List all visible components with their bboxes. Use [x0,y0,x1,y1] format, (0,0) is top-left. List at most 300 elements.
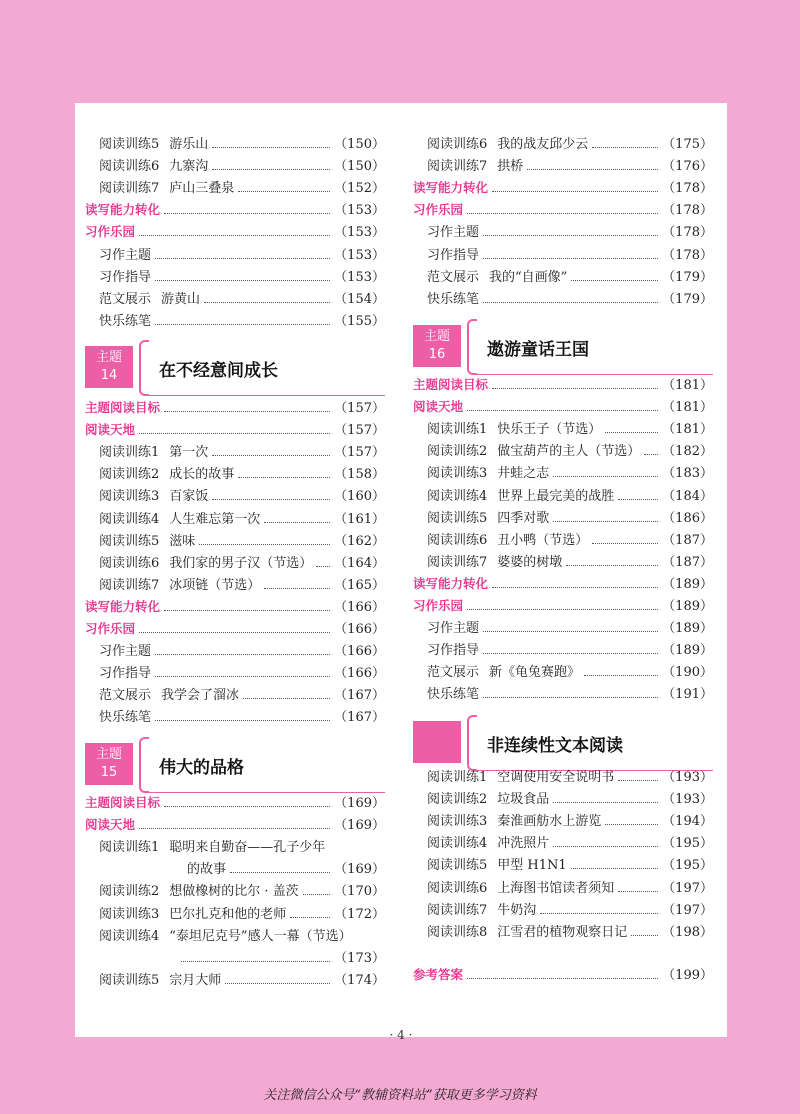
theme-badge-number: 14 [100,368,118,383]
toc-entry-title: 宗月大师 [169,972,222,988]
toc-entry-title: 做宝葫芦的主人（节选） [497,444,641,460]
toc-entry-page: （166） [334,599,385,615]
toc-entry-title: 我学会了溜冰 [161,688,240,704]
toc-entry-page: （166） [334,644,385,660]
toc-leader-dots [212,146,330,148]
theme-bracket [139,340,149,396]
toc-entry [413,573,713,593]
toc-leader-dots [467,977,658,979]
toc-leader-dots [584,674,658,676]
toc-entry-title: 巴尔扎克和他的老师 [169,906,287,922]
toc-entry-title: 丑小鸭（节选） [497,532,589,548]
toc-entry-label: 习作指导 [99,666,152,682]
theme-title: 在不经意间成长 [159,361,278,381]
toc-entry-title: 九寨沟 [169,159,209,175]
toc-entry-page: （155） [334,313,385,329]
toc-entry-title: 我们家的男子汉（节选） [169,555,313,571]
toc-entry-label: 阅读训练2 [427,444,488,460]
toc-entry-label: 习作主题 [427,621,480,637]
toc-entry [85,397,385,417]
toc-entry [85,814,385,834]
toc-entry [85,706,385,726]
toc-entry [413,810,713,830]
toc-entry-label: 习作主题 [99,644,152,660]
toc-entry-page: （153） [334,203,385,219]
toc-entry-page: （173） [334,950,385,966]
toc-leader-dots [527,168,658,170]
toc-entry [85,266,385,286]
toc-entry [85,530,385,550]
toc-entry-label: 习作乐园 [85,621,136,636]
toc-entry [85,155,385,175]
toc-entry-page: （189） [662,576,713,592]
toc-entry [413,244,713,264]
toc-entry-label: 阅读训练1 [99,445,160,461]
toc-entry-page: （150） [334,137,385,152]
toc-entry-label: 阅读天地 [85,422,136,438]
toc-entry-label: 阅读训练7 [427,902,488,918]
toc-entry [85,574,385,594]
toc-entry-page: （189） [662,643,713,659]
toc-leader-dots [553,520,658,522]
toc-leader-dots [212,454,330,456]
toc-entry [85,903,385,923]
toc-entry [85,925,385,945]
toc-entry-label: 范文展示 [427,665,480,681]
toc-entry-page: （189） [662,621,713,637]
theme-header [85,743,385,787]
toc-leader-dots [618,779,658,781]
toc-entry [85,441,385,461]
toc-leader-dots [483,257,658,259]
toc-entry-label: 阅读训练1 [99,840,160,856]
toc-entry [85,244,385,264]
toc-entry-page: （193） [662,792,713,808]
toc-entry [413,551,713,571]
toc-entry-title: 快乐王子（节选） [497,422,602,438]
toc-entry-title: 江雪君的植物观察日记 [497,924,628,940]
toc-entry-label: 快乐练笔 [99,710,152,726]
toc-leader-dots [483,652,658,654]
toc-leader-dots [644,453,658,455]
toc-entry [85,419,385,439]
toc-entry-label: 阅读训练4 [99,928,160,944]
toc-leader-dots [164,805,330,807]
toc-entry [413,854,713,874]
toc-entry-page: （169） [334,818,385,834]
toc-entry-page: （195） [662,858,713,874]
theme-header [413,325,713,369]
toc-leader-dots [483,630,658,632]
toc-entry [413,418,713,438]
toc-leader-dots [467,212,658,214]
toc-leader-dots [212,168,330,170]
toc-entry-page: （178） [662,247,713,263]
toc-entry [413,462,713,482]
theme-badge-label: 主题 [95,350,122,365]
toc-entry-page: （158） [334,467,385,483]
toc-entry-title: 庐山三叠泉 [169,181,235,197]
toc-entry-page: （167） [334,688,385,704]
toc-entry-label: 读写能力转化 [413,180,489,196]
toc-entry-page: （165） [334,577,385,593]
toc-leader-dots [164,609,330,611]
toc-entry [413,595,713,615]
theme-header [413,721,713,765]
toc-entry [413,877,713,897]
toc-entry-page: （187） [662,554,713,570]
toc-entry-label: 阅读训练4 [427,488,488,504]
toc-entry [85,177,385,197]
toc-entry [413,288,713,308]
toc-entry [85,485,385,505]
toc-leader-dots [483,696,658,698]
toc-entry-title: 我的战友邱少云 [497,137,589,152]
toc-entry-label: 参考答案 [413,967,464,982]
toc-entry-title: 游黄山 [161,291,201,307]
toc-leader-dots [139,631,330,633]
toc-entry-label: 快乐练笔 [427,291,480,307]
toc-entry-label: 阅读训练6 [99,555,160,571]
toc-entry [85,596,385,616]
toc-entry [413,507,713,527]
toc-entry-label: 习作指导 [427,643,480,659]
toc-entry [413,832,713,852]
toc-leader-dots [592,146,658,148]
toc-entry [413,788,713,808]
theme-bracket [467,715,477,771]
toc-leader-dots [553,475,658,477]
toc-entry [85,133,385,153]
toc-entry-page: （179） [662,291,713,307]
toc-entry-page: （157） [334,401,385,416]
toc-entry-label: 习作主题 [427,225,480,241]
theme-title: 遨游童话王国 [487,340,589,360]
toc-entry-title: 冰项链（节选） [169,577,261,593]
toc-entry [413,221,713,241]
toc-entry-label: 阅读训练8 [427,924,488,940]
toc-entry-page: （186） [662,510,713,526]
toc-entry-page: （195） [662,836,713,852]
toc-entry-label: 阅读训练6 [427,532,488,548]
toc-entry-label: 阅读训练3 [427,466,488,482]
toc-entry-label: 主题阅读目标 [85,400,161,415]
toc-entry [413,639,713,659]
toc-entry-label: 范文展示 [99,688,152,704]
toc-entry-page: （157） [334,423,385,439]
toc-entry-label: 阅读训练3 [427,814,488,830]
toc-leader-dots [225,982,330,984]
theme-rule [145,395,385,396]
toc-entry-page: （160） [334,489,385,505]
toc-entry-label: 阅读训练3 [99,906,160,922]
theme-badge [413,721,461,763]
toc-entry-page: （166） [334,622,385,637]
toc-entry-title: 游乐山 [169,137,209,152]
toc-entry-title: 世界上最完美的战胜 [497,488,615,504]
toc-leader-dots [553,801,658,803]
toc-leader-dots [238,190,330,192]
toc-entry-label: 范文展示 [427,269,480,285]
toc-entry-title: 想做橡树的比尔 · 盖茨 [169,884,299,900]
toc-entry [413,683,713,703]
toc-entry-label: 阅读训练5 [99,533,160,549]
toc-leader-dots [181,960,330,962]
toc-leader-dots [155,675,330,677]
toc-entry-page: （157） [334,445,385,461]
toc-entry-label: 阅读训练7 [427,554,488,570]
toc-entry-title: 聪明来自勤奋——孔子少年 [169,840,326,856]
toc-entry-label: 快乐练笔 [99,313,152,329]
toc-entry [85,618,385,638]
toc-leader-dots [204,301,330,303]
toc-entry-label: 习作乐园 [413,202,464,218]
toc-entry-label: 读写能力转化 [413,575,489,591]
toc-entry-title: 牛奶沟 [497,902,537,918]
toc-leader-dots [631,934,658,936]
toc-entry [413,199,713,219]
toc-entry-page: （162） [334,533,385,549]
toc-entry-label: 快乐练笔 [427,687,480,703]
toc-entry-page: （190） [662,665,713,681]
page-number: · 4 · [389,1028,413,1042]
theme-title: 伟大的品格 [159,758,244,778]
toc-entry [85,858,385,878]
toc-entry [413,396,713,416]
toc-entry-page: （169） [334,862,385,878]
toc-entry [85,552,385,572]
theme-badge-label: 主题 [95,747,122,762]
toc-entry-label: 阅读训练7 [99,181,160,197]
toc-entry-title: 滋味 [169,533,196,549]
toc-page [75,103,727,1042]
toc-entry-page: （199） [662,968,713,983]
toc-entry-label: 习作指导 [99,269,152,285]
toc-entry [413,899,713,919]
toc-leader-dots [238,476,330,478]
toc-entry-page: （167） [334,710,385,726]
toc-entry [413,617,713,637]
toc-entry-page: （184） [662,488,713,504]
toc-entry [413,964,713,984]
toc-leader-dots [155,653,330,655]
toc-entry [85,684,385,704]
theme-header [85,346,385,390]
theme-badge-label: 主题 [423,329,450,344]
toc-entry-label: 阅读训练1 [427,422,488,438]
toc-entry-label: 阅读训练6 [427,880,488,896]
toc-entry [413,133,713,153]
toc-entry-label: 阅读训练2 [99,467,160,483]
toc-entry-page: （174） [334,972,385,988]
toc-entry-page: （164） [334,555,385,571]
toc-leader-dots [467,409,658,411]
toc-entry [413,921,713,941]
toc-entry [413,266,713,286]
toc-entry [85,662,385,682]
toc-entry-title: 的故事 [187,862,227,878]
toc-entry-label: 习作乐园 [85,224,136,240]
toc-entry-label: 阅读训练3 [99,489,160,505]
toc-entry-page: （152） [334,181,385,197]
toc-entry [413,155,713,175]
toc-entry-title: 新《龟兔赛跑》 [489,665,581,681]
toc-entry-page: （176） [662,159,713,175]
toc-leader-dots [164,410,330,412]
toc-entry-label: 范文展示 [99,291,152,307]
toc-entry-label: 阅读训练5 [99,137,160,152]
toc-leader-dots [605,823,658,825]
toc-leader-dots [243,697,330,699]
toc-entry-page: （178） [662,225,713,241]
toc-entry-title: 拱桥 [497,159,524,175]
toc-entry-label: 阅读训练5 [99,972,160,988]
toc-leader-dots [492,586,658,588]
toc-entry [85,640,385,660]
toc-entry-page: （153） [334,225,385,241]
toc-entry [85,221,385,241]
toc-leader-dots [164,212,330,214]
theme-title: 非连续性文本阅读 [487,736,623,756]
toc-entry-title: 甲型 H1N1 [497,858,567,874]
toc-entry-page: （153） [334,269,385,285]
toc-entry [85,508,385,528]
toc-entry-label: 阅读训练7 [427,159,488,175]
toc-entry-page: （161） [334,511,385,527]
toc-leader-dots [139,234,330,236]
toc-entry [85,310,385,330]
toc-entry-page: （178） [662,203,713,219]
toc-entry-page: （169） [334,796,385,811]
toc-entry-page: （191） [662,687,713,703]
toc-leader-dots [155,279,330,281]
toc-entry [413,661,713,681]
toc-leader-dots [139,432,330,434]
toc-entry-page: （183） [662,466,713,482]
toc-leader-dots [230,871,330,873]
toc-leader-dots [540,912,658,914]
toc-entry [85,947,385,967]
toc-leader-dots [605,431,658,433]
toc-entry-title: 我的“自画像” [489,269,568,285]
toc-entry-label: 习作乐园 [413,598,464,613]
theme-bracket [139,737,149,793]
toc-entry-page: （175） [662,137,713,152]
toc-entry-page: （193） [662,770,713,785]
toc-entry-page: （179） [662,269,713,285]
toc-entry-title: 成长的故事 [169,467,235,483]
toc-leader-dots [483,301,658,303]
toc-entry [85,199,385,219]
toc-entry [85,792,385,812]
toc-entry-title: 垃圾食品 [497,792,550,808]
toc-leader-dots [303,893,330,895]
toc-entry-label: 读写能力转化 [85,202,161,218]
toc-entry-label: 主题阅读目标 [413,377,489,392]
toc-leader-dots [483,234,658,236]
bottom-note: 关注微信公众号“教辅资料站”获取更多学习资料 [263,1088,537,1103]
toc-entry-page: （194） [662,814,713,830]
toc-entry [85,880,385,900]
toc-entry-label: 阅读训练4 [99,511,160,527]
toc-entry-page: （182） [662,444,713,460]
toc-entry-title: “泰坦尼克号”感人一幕（节选） [169,928,352,944]
toc-entry-page: （170） [334,884,385,900]
toc-entry-title: 第一次 [169,445,209,461]
toc-entry [413,485,713,505]
theme-badge-number: 16 [428,347,446,362]
toc-entry-label: 阅读训练6 [427,137,488,152]
toc-leader-dots [571,867,659,869]
toc-entry-label: 阅读训练1 [427,770,488,785]
toc-entry [85,463,385,483]
toc-leader-dots [571,279,658,281]
toc-entry [413,766,713,786]
toc-entry-page: （181） [662,378,713,393]
toc-entry-title: 四季对歌 [497,510,550,526]
toc-leader-dots [155,719,330,721]
toc-entry [413,374,713,394]
toc-leader-dots [618,890,658,892]
toc-entry-page: （153） [334,247,385,263]
toc-entry-page: （189） [662,599,713,614]
toc-entry-page: （181） [662,400,713,416]
toc-entry-label: 阅读天地 [413,399,464,415]
toc-leader-dots [566,564,658,566]
toc-entry-page: （198） [662,924,713,940]
toc-leader-dots [155,257,330,259]
toc-leader-dots [618,498,658,500]
toc-entry [85,969,385,989]
toc-entry-page: （172） [334,906,385,922]
theme-bracket [467,319,477,375]
toc-entry-label: 阅读训练2 [427,792,488,808]
toc-entry [413,529,713,549]
toc-entry-label: 阅读训练7 [99,577,160,593]
toc-entry [413,440,713,460]
toc-leader-dots [467,608,658,610]
toc-entry-title: 秦淮画舫水上游览 [497,814,602,830]
toc-entry-page: （197） [662,880,713,896]
toc-leader-dots [492,387,658,389]
toc-entry-label: 阅读训练2 [99,884,160,900]
toc-entry-page: （154） [334,291,385,307]
toc-entry-label: 阅读天地 [85,817,136,833]
theme-badge [413,325,461,367]
toc-leader-dots [155,323,330,325]
toc-entry-page: （166） [334,666,385,682]
toc-entry-title: 上海图书馆读者须知 [497,880,615,896]
theme-badge [85,743,133,785]
toc-entry-title: 婆婆的树墩 [497,554,563,570]
toc-entry [413,177,713,197]
toc-leader-dots [592,542,658,544]
toc-entry-label: 阅读训练5 [427,510,488,526]
toc-entry-title: 空调使用安全说明书 [497,770,615,785]
toc-entry-title: 冲洗照片 [497,836,550,852]
toc-entry-page: （197） [662,902,713,918]
toc-leader-dots [492,190,658,192]
toc-entry-title: 井蛙之志 [497,466,550,482]
toc-leader-dots [264,521,330,523]
toc-entry-label: 习作指导 [427,247,480,263]
toc-entry-label: 主题阅读目标 [85,795,161,810]
toc-entry-label: 阅读训练5 [427,858,488,874]
theme-badge-number: 15 [100,765,118,780]
toc-leader-dots [199,543,330,545]
toc-entry-page: （150） [334,159,385,175]
toc-entry-title: 百家饭 [169,489,209,505]
